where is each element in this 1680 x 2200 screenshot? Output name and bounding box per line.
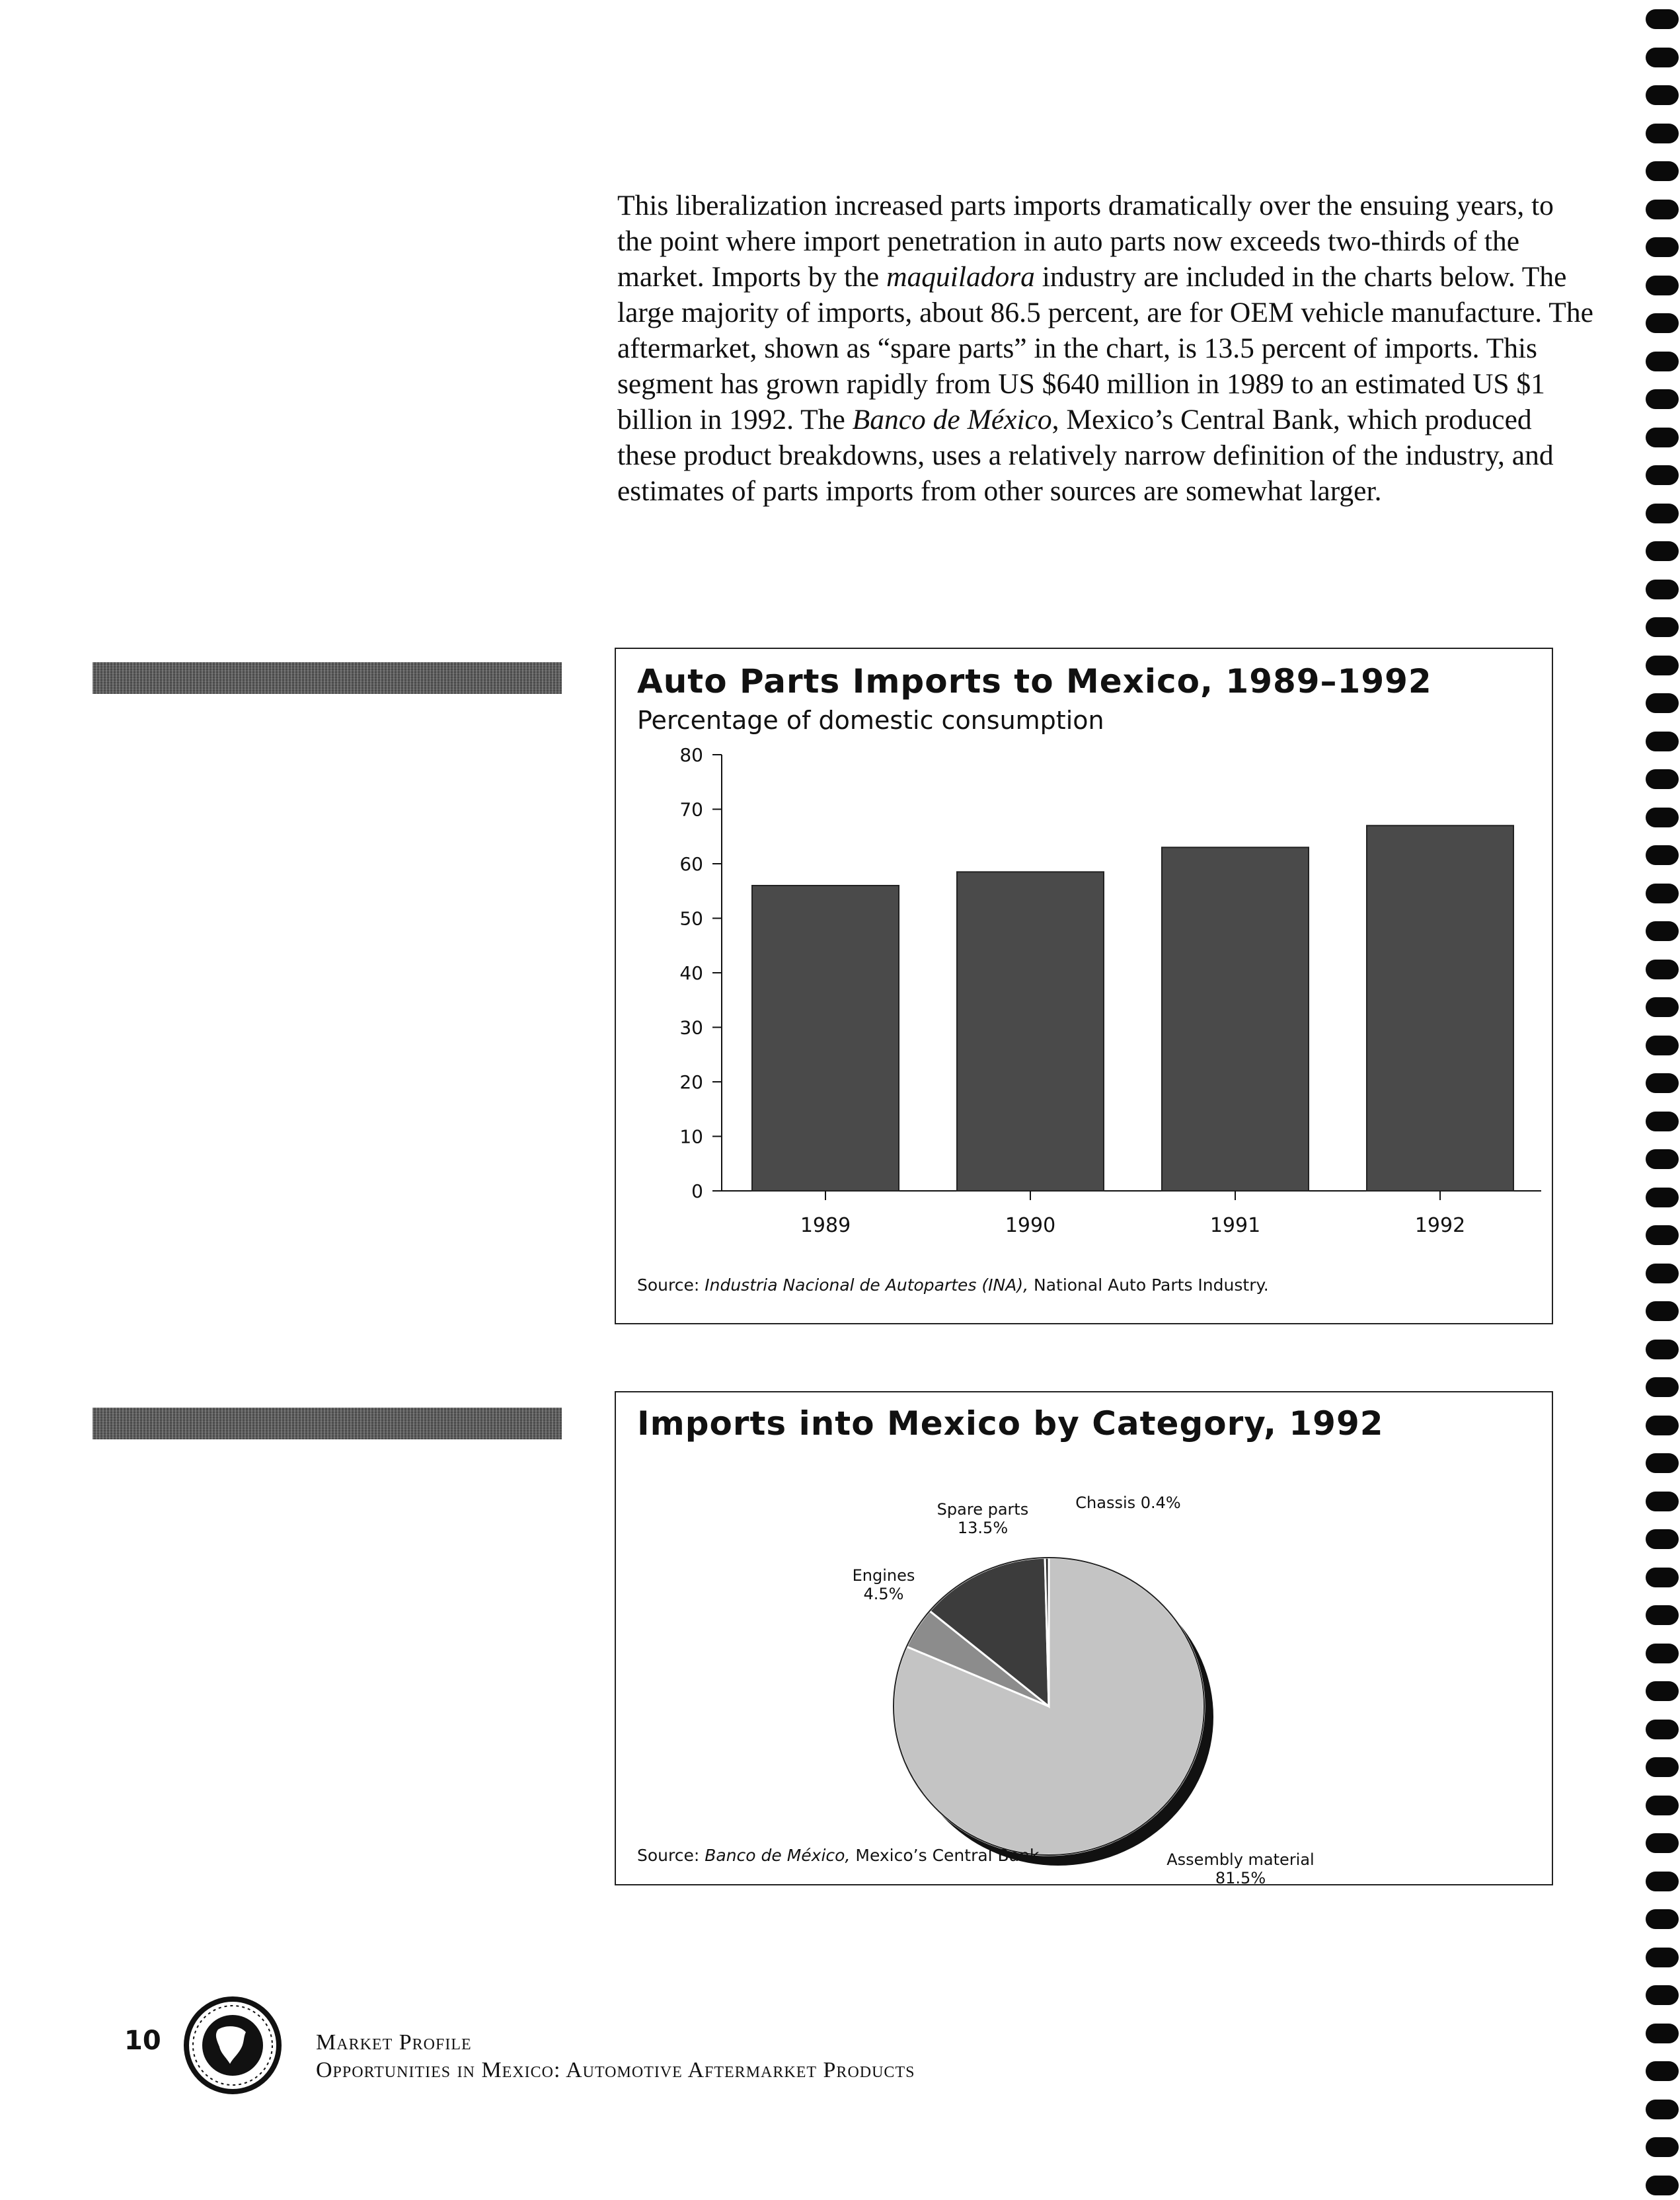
binding-hole — [1646, 1985, 1679, 2005]
x-tick-label: 1992 — [1414, 1214, 1466, 1237]
binding-hole — [1646, 921, 1679, 941]
bar-source-italic: Industria Nacional de Autopartes (INA), — [705, 1275, 1029, 1295]
binding-hole — [1646, 465, 1679, 485]
body-text-part3: , Mexico’s Central Bank, which produced these product breakdowns, uses a relatively narrow definition of the industry, and estimates of parts imports from other sources are somewhat larger. — [617, 404, 1554, 507]
pie-source-rest: Mexico’s Central Bank. — [850, 1846, 1045, 1865]
binding-hole — [1646, 1720, 1679, 1739]
bar-1989 — [752, 886, 899, 1191]
pie-label-value: 0.4% — [1135, 1494, 1181, 1512]
binding-hole — [1646, 1872, 1679, 1891]
binding-hole — [1646, 237, 1679, 257]
binding-hole — [1646, 313, 1679, 333]
footer-line-2: Opportunities in Mexico: Automotive Aftermarket Products — [316, 2058, 915, 2082]
binding-hole — [1646, 161, 1679, 181]
bar-1990 — [957, 872, 1104, 1191]
binding-hole — [1646, 580, 1679, 599]
pie-label-name: Assembly material — [1166, 1850, 1315, 1869]
binding-hole — [1646, 85, 1679, 105]
binding-hole — [1646, 200, 1679, 219]
binding-hole — [1646, 1644, 1679, 1663]
binding-hole — [1646, 693, 1679, 713]
binding-hole — [1646, 808, 1679, 827]
binding-hole — [1646, 1225, 1679, 1245]
binding-hole — [1646, 1529, 1679, 1549]
y-tick-label: 0 — [691, 1180, 703, 1202]
pie-label-engines — [853, 1566, 915, 1603]
y-tick-label: 70 — [679, 798, 703, 821]
pie-source-italic: Banco de México, — [705, 1846, 851, 1865]
y-tick-label: 80 — [679, 744, 703, 766]
y-tick-label: 40 — [679, 962, 703, 984]
pie-chart-source — [637, 1846, 1044, 1865]
pie-label-value: 13.5% — [957, 1519, 1009, 1537]
pie-label-spare-parts — [937, 1500, 1029, 1537]
binding-hole — [1646, 504, 1679, 523]
binding-hole — [1646, 1757, 1679, 1777]
bar-1991 — [1162, 847, 1309, 1191]
binding-hole — [1646, 352, 1679, 371]
binding-hole — [1646, 9, 1679, 29]
binding-hole — [1646, 541, 1679, 561]
binding-hole — [1646, 617, 1679, 637]
binding-hole — [1646, 1416, 1679, 1435]
binding-hole — [1646, 1492, 1679, 1511]
binding-hole — [1646, 2024, 1679, 2043]
body-text-part1: This liberalization increased parts imports dramatically over the ensuing years, to the point where import penetration in auto parts now exceeds two-thirds of the market. Imports by the — [617, 190, 1554, 293]
binding-hole — [1646, 1605, 1679, 1625]
pie-label-name: Chassis — [1075, 1494, 1136, 1512]
page-number: 10 — [124, 2026, 161, 2056]
binding-hole — [1646, 1301, 1679, 1321]
pie-label-assembly-material — [1166, 1850, 1314, 1887]
binding-hole — [1646, 1149, 1679, 1169]
binding-hole — [1646, 656, 1679, 675]
sidebar-decor-bar-1 — [93, 662, 562, 694]
x-tick-label: 1990 — [1005, 1214, 1056, 1237]
binding-hole — [1646, 845, 1679, 865]
binding-hole — [1646, 997, 1679, 1017]
sidebar-decor-bar-2 — [93, 1408, 562, 1439]
binding-hole — [1646, 1188, 1679, 1207]
binding-hole — [1646, 276, 1679, 295]
bar-1992 — [1367, 825, 1513, 1191]
bar-chart-box — [615, 648, 1553, 1324]
pie-label-name: Engines — [852, 1566, 915, 1585]
binding-hole — [1646, 1568, 1679, 1587]
pie-chart-title: Imports into Mexico by Category, 1992 — [637, 1404, 1384, 1443]
pie-label-value: 81.5% — [1215, 1869, 1266, 1887]
body-paragraph — [617, 188, 1595, 509]
x-tick-label: 1989 — [800, 1214, 851, 1237]
binding-hole — [1646, 1036, 1679, 1055]
binding-hole — [1646, 1112, 1679, 1131]
bar-source-prefix: Source: — [637, 1275, 705, 1295]
binding-hole — [1646, 428, 1679, 447]
pie-label-value: 4.5% — [863, 1585, 904, 1603]
pie-label-chassis — [1075, 1494, 1180, 1512]
binding-hole — [1646, 389, 1679, 409]
spiral-binding — [1640, 0, 1680, 2200]
binding-hole — [1646, 1073, 1679, 1093]
binding-hole — [1646, 1948, 1679, 1967]
north-america-logo-icon — [180, 1992, 286, 2102]
binding-hole — [1646, 1340, 1679, 1359]
binding-hole — [1646, 884, 1679, 903]
body-text-italic2: Banco de México — [852, 404, 1052, 436]
binding-hole — [1646, 1453, 1679, 1473]
body-text-italic1: maquiladora — [886, 261, 1035, 293]
pie-chart-box — [615, 1391, 1553, 1885]
binding-hole — [1646, 2100, 1679, 2119]
bar-chart-plot — [616, 744, 1548, 1310]
pie-label-name: Spare parts — [936, 1500, 1029, 1519]
bar-chart-title: Auto Parts Imports to Mexico, 1989–1992 — [637, 662, 1432, 701]
x-tick-label: 1991 — [1209, 1214, 1261, 1237]
binding-hole — [1646, 124, 1679, 143]
y-tick-label: 10 — [679, 1125, 703, 1148]
binding-hole — [1646, 1909, 1679, 1929]
bar-source-rest: National Auto Parts Industry. — [1028, 1275, 1269, 1295]
pie-source-prefix: Source: — [637, 1846, 705, 1865]
binding-hole — [1646, 1377, 1679, 1397]
bar-chart-subtitle: Percentage of domestic consumption — [637, 706, 1104, 735]
bar-chart-source — [637, 1275, 1269, 1295]
binding-hole — [1646, 769, 1679, 789]
footer-text — [316, 2029, 915, 2084]
binding-hole — [1646, 960, 1679, 979]
footer-line-1: Market Profile — [316, 2030, 472, 2055]
binding-hole — [1646, 732, 1679, 751]
body-text-part2: industry are included in the charts below. The large majority of imports, about 86.5 percent, are for OEM vehicle manufacture. The aftermarket, shown as “spare parts” in the chart, is 13.5 percent of imports. This segment has grown rapidly from US $640 million in 1989 to an estimated US $1 billion in 1992. The — [617, 261, 1593, 436]
binding-hole — [1646, 1796, 1679, 1815]
binding-hole — [1646, 2061, 1679, 2081]
binding-hole — [1646, 48, 1679, 67]
binding-hole — [1646, 1833, 1679, 1853]
y-tick-label: 50 — [679, 907, 703, 930]
y-tick-label: 20 — [679, 1071, 703, 1093]
binding-hole — [1646, 1264, 1679, 1283]
binding-hole — [1646, 2137, 1679, 2157]
y-tick-label: 60 — [679, 853, 703, 875]
binding-hole — [1646, 2176, 1679, 2195]
y-tick-label: 30 — [679, 1016, 703, 1039]
binding-hole — [1646, 1681, 1679, 1701]
